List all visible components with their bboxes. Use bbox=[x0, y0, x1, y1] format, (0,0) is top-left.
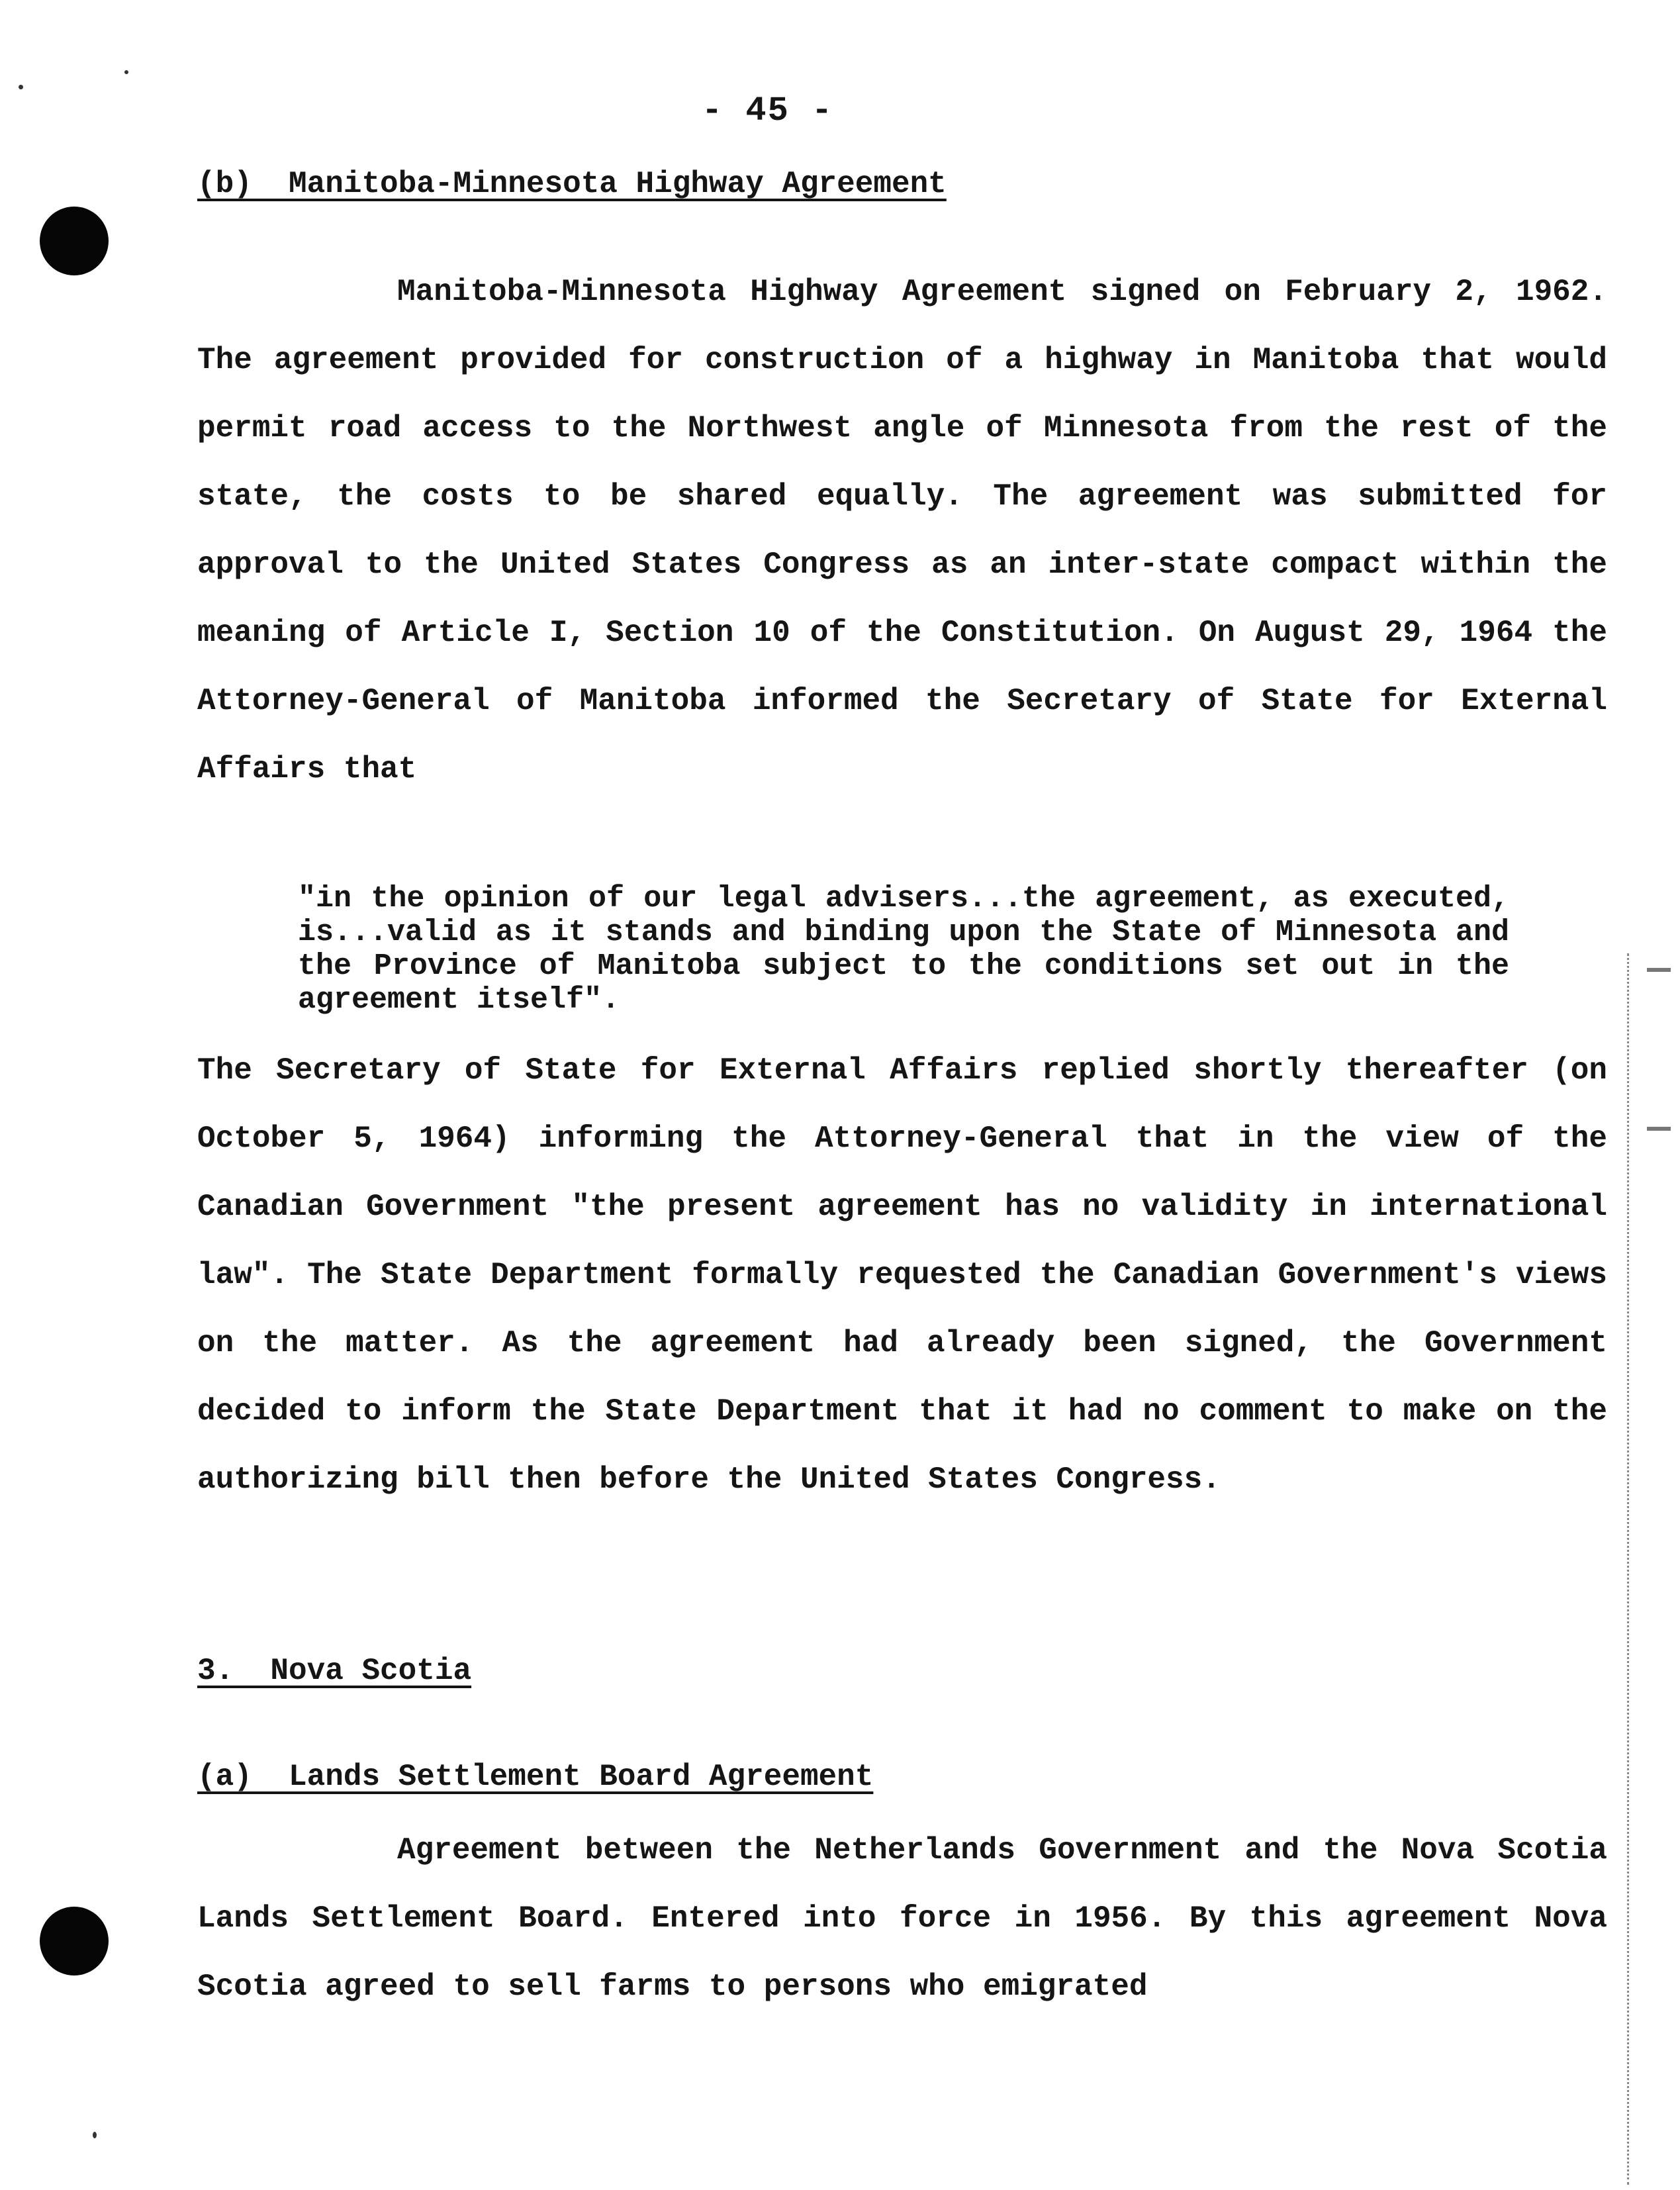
section-heading-b: (b) Manitoba-Minnesota Highway Agreement bbox=[197, 167, 947, 201]
punch-hole-top bbox=[40, 207, 109, 275]
punch-hole-bottom bbox=[40, 1907, 109, 1976]
page-edge-mark bbox=[1647, 1127, 1671, 1131]
scan-speck bbox=[93, 2132, 97, 2138]
block-quote-attorney-general: "in the opinion of our legal advisers...the agreement, as executed, is...valid as it stands and binding upon the State of Minnesota and the Province of Manitoba subject to the conditions set out in the agreement itself". bbox=[298, 882, 1509, 1017]
paragraph-external-affairs-reply: The Secretary of State for External Affairs replied shortly thereafter (on October 5, 1964) informing the Attorney-General that in the view of the Canadian Government "the present agreement has no validity in international law". The State Department formally requested the Canadian Government's views on the matter. As the agreement had already been signed, the Government decided to inform the State Department that it had no comment to make on the authorizing bill then before the United States Congress. bbox=[197, 1053, 1607, 1497]
section-heading-nova-scotia: 3. Nova Scotia bbox=[197, 1654, 472, 1688]
page-number: - 45 - bbox=[702, 91, 834, 130]
scan-speck bbox=[19, 85, 23, 89]
page-edge-mark bbox=[1647, 968, 1671, 972]
page-edge-line bbox=[1627, 953, 1629, 2185]
scan-speck bbox=[124, 70, 128, 74]
section-heading-a: (a) Lands Settlement Board Agreement bbox=[197, 1760, 874, 1794]
paragraph-highway-agreement: Manitoba-Minnesota Highway Agreement signed on February 2, 1962. The agreement provided for construction of a highway in Manitoba that would permit road access to the Northwest angle of Minnesota from the rest of the state, the costs to be shared equally. The agreement was submitted for approval to the United States Congress as an inter-state compact within the meaning of Article I, Section 10 of the Constitution. On August 29, 1964 the Attorney-General of Manitoba informed the Secretary of State for External Affairs that bbox=[197, 275, 1607, 786]
paragraph-lands-settlement: Agreement between the Netherlands Government and the Nova Scotia Lands Settlement Board. Entered into force in 1956. By this agreement Nova Scotia agreed to sell farms to persons who emigrated bbox=[197, 1833, 1607, 2004]
